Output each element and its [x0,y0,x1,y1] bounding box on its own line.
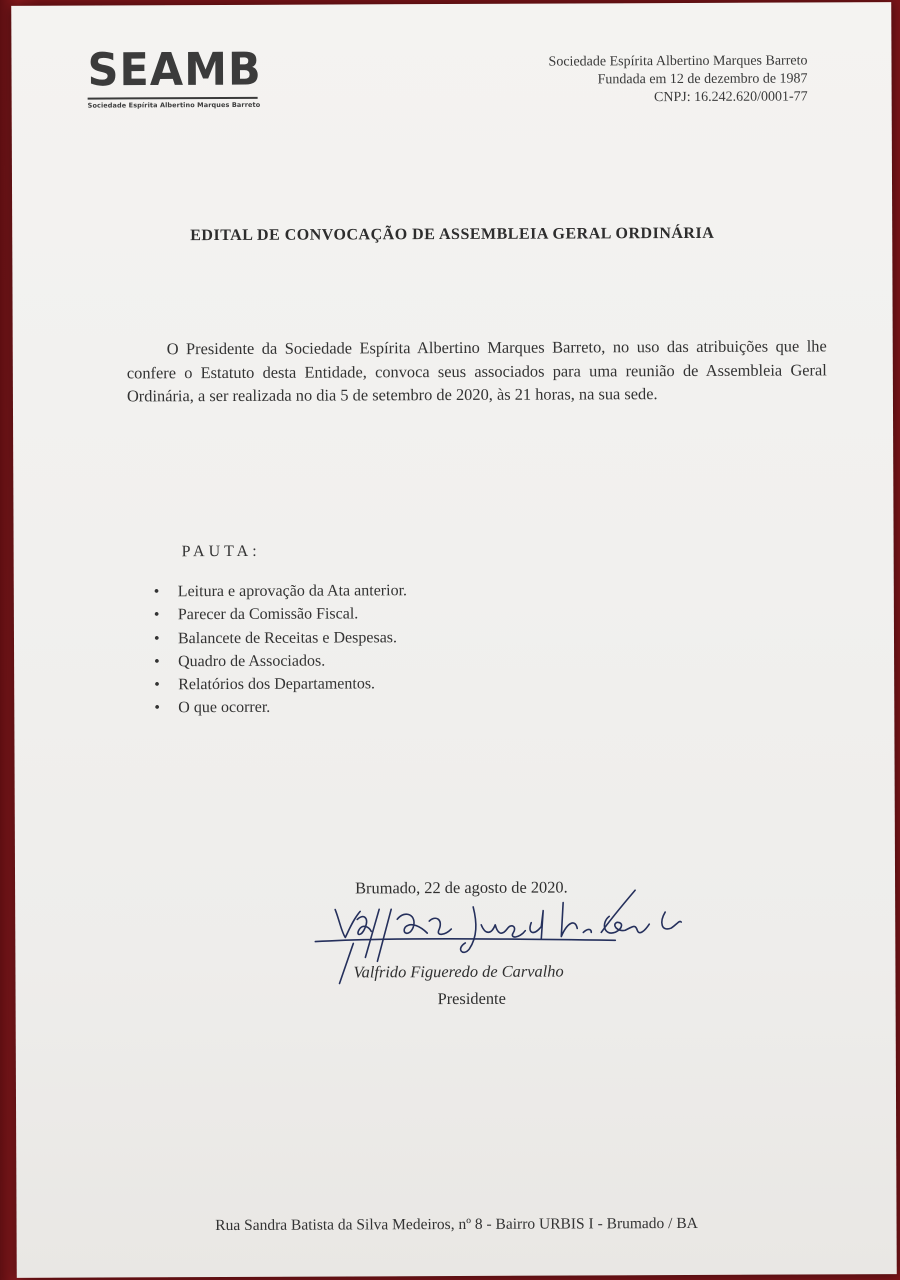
document-page [11,2,897,1278]
logo-wordmark: SEAMB [87,43,262,97]
convocation-paragraph: O Presidente da Sociedade Espírita Albertino Marques Barreto, no uso das atribuições que lhe confere o Estatuto desta Entidade, convoca seus associados para uma reunião de Assembleia Geral Ordinária, a ser realizada no dia 5 de setembro de 2020, às 21 horas, na sua sede. [126,336,827,406]
document-title: EDITAL DE CONVOCAÇÃO DE ASSEMBLEIA GERAL ORDINÁRIA [190,224,715,245]
agenda-item: • Leitura e aprovação da Ata anterior. [154,579,407,603]
agenda-item: • Parecer da Comissão Fiscal. [154,603,407,627]
agenda-item: • Quadro de Associados. [154,649,407,673]
org-name: Sociedade Espírita Albertino Marques Barreto [548,53,808,70]
agenda-item: • Relatórios dos Departamentos. [154,672,407,696]
signatory-role: Presidente [437,988,506,1009]
signatory-name: Valfrido Figueredo de Carvalho [353,961,564,982]
agenda-item: • O que ocorrer. [154,696,407,720]
agenda-item: • Balancete de Receitas e Despesas. [154,626,407,650]
organization-info [549,52,808,107]
place-and-date: Brumado, 22 de agosto de 2020. [355,877,568,898]
cnpj: CNPJ: 16.242.620/0001-77 [653,89,808,106]
agenda-heading: PAUTA: [181,542,261,561]
seamb-logo [87,43,262,110]
logo-subtitle: Sociedade Espírita Albertino Marques Barreto [88,97,258,110]
agenda-list [154,579,408,720]
founding-date: Fundada em 12 de dezembro de 1987 [597,71,808,88]
footer-address: Rua Sandra Batista da Silva Medeiros, nº 8 - Bairro URBIS I - Brumado / BA [215,1214,698,1235]
